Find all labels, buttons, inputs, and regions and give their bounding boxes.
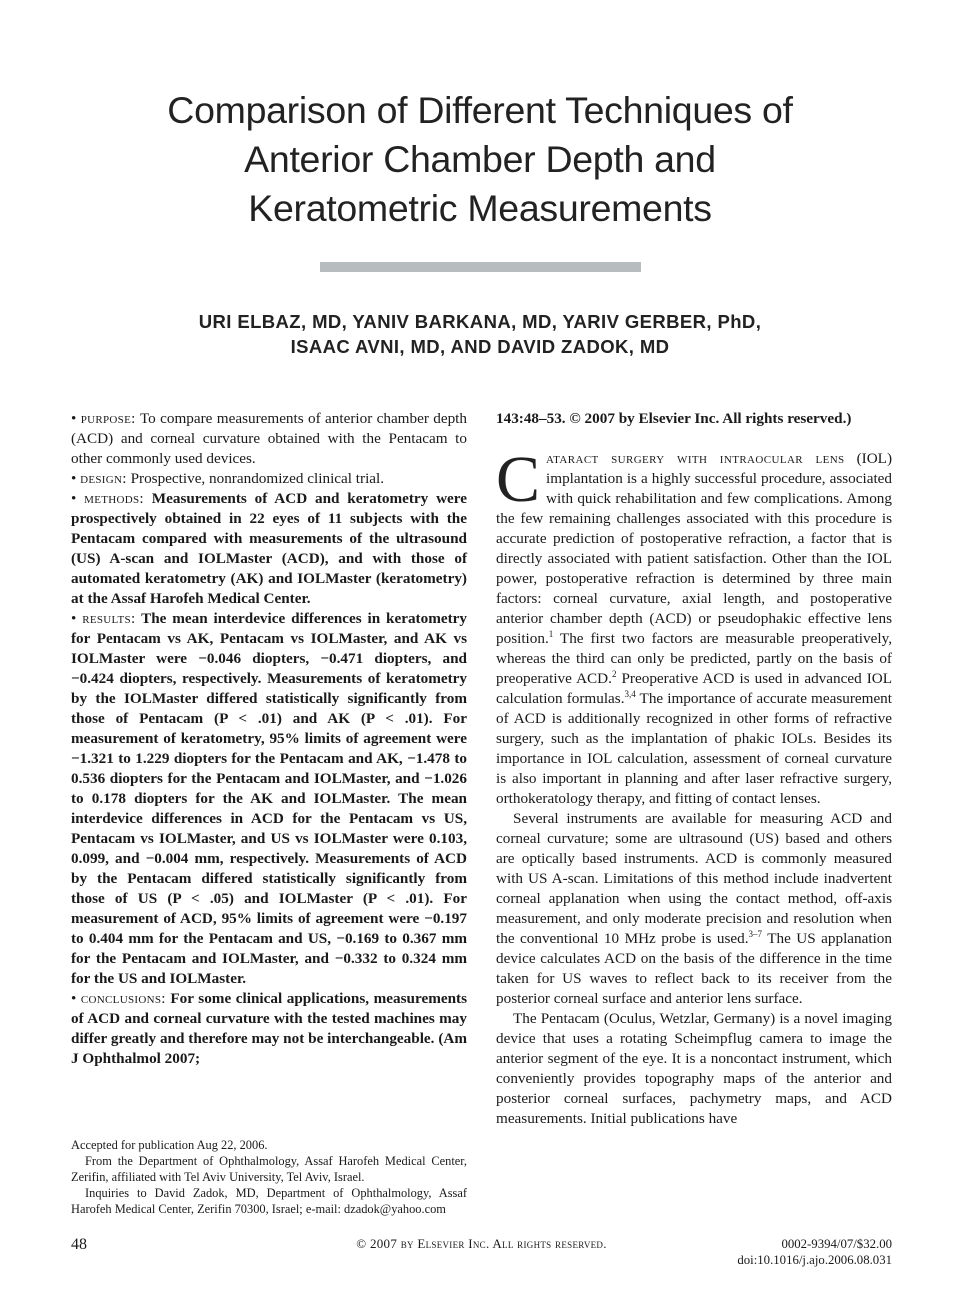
reference-link[interactable]: 2 [611,668,617,679]
conclusions-label: conclusions: [80,990,166,1007]
design-text: Prospective, nonrandomized clinical trial. [130,470,385,487]
results-label: results: [82,610,136,627]
results-text: The mean interdevice differences in keratometry for Pentacam vs AK, Pentacam vs IOLMaster, and AK vs IOLMaster were −0.046 diopters, −0.471 diopters, and −0.424 diopters, respectively. Measurements of keratometry by the IOLMaster differed statistically significantly from those of Pentacam (P < .01) and AK (P < .01). For measurement of keratometry, 95% limits of agreement were −1.321 to 1.229 diopters for the Pentacam and AK, −1.478 to 0.536 diopters for the Pentacam and IOLMaster, and −1.026 to 0.178 diopters for the AK and IOLMaster. The mean interdevice differences in ACD for the Pentacam vs US, Pentacam vs IOLMaster, and US vs IOLMaster were 0.103, 0.099, and −0.004 mm, respectively. Measurements of ACD by the Pentacam differed statistically significantly from those of US (P < .05) and IOLMaster (P < .01). For measurement of ACD, 95% limits of agreement were −0.197 to 0.404 mm for the Pentacam and US, −0.169 to 0.367 mm for the Pentacam and IOLMaster, and −0.332 to 0.324 mm for the US and IOLMaster. [71,610,467,987]
purpose-text: To compare measurements of anterior chamber depth (ACD) and corneal curvature obtained with the Pentacam to other commonly used devices. [71,410,467,467]
title-line: Comparison of Different Techniques of [167,89,793,131]
abstract-conclusions: • conclusions: For some clinical applications, measurements of ACD and corneal curvature with the tested machines may differ greatly and therefore may not be interchangeable. (Am J Ophthalmol 2007; [71,990,468,1067]
body-column [496,409,892,1129]
opening-smallcaps: ataract surgery with intraocular lens [546,450,845,467]
body-paragraph-3: The Pentacam (Oculus, Wetzlar, Germany) is a novel imaging device that uses a rotating Scheimpflug camera to image the anterior segment of the eye. It is a noncontact instrument, which conveniently provides topography maps of the anterior and posterior corneal surfaces, pachymetry maps, and ACD measurements. Initial publications have [496,1010,892,1127]
issn-block [737,1236,892,1268]
page-footer [71,1234,892,1268]
methods-text: Measurements of ACD and keratometry were prospectively obtained in 22 eyes of 11 subjects with the Pentacam compared with measurements of the ultrasound (US) A-scan and IOLMaster (ACD), and with those of automated keratometry (AK) and IOLMaster (keratometry) at the Assaf Harofeh Medical Center. [71,490,468,607]
title-divider [320,262,641,272]
abstract-purpose: • purpose: To compare measurements of anterior chamber depth (ACD) and corneal curvature obtained with the Pentacam to other commonly used devices. [71,410,467,467]
copyright-line: © 2007 by Elsevier Inc. All rights reserved. [356,1236,607,1251]
drop-cap: C [496,443,541,516]
reference-link[interactable]: 3,4 [624,688,636,699]
design-label: design: [80,470,127,487]
body-paragraph-2: Several instruments are available for measuring ACD and corneal curvature; some are ultrasound (US) based and others are optically based instruments. ACD is commonly measured with US A-scan. Limitations of this method include inadvertent corneal applanation when using the contact method, off-axis measurement, and only moderate precision and resolution when the conventional 10 MHz probe is used.$^{3-7}$ The US applanation device calculates ACD on the basis of the difference in the time taken for US waves to reflect back to its receiver from the posterior corneal surface and anterior lens surface. [496,810,892,1007]
inquiries-note: Inquiries to David Zadok, MD, Department of Ophthalmology, Assaf Harofeh Medical Center, Zerifin 70300, Israel; e-mail: dzadok@yahoo.com [71,1186,467,1216]
abstract-methods: • methods: Measurements of ACD and keratometry were prospectively obtained in 22 eyes of 11 subjects with the Pentacam compared with measurements of the ultrasound (US) A-scan and IOLMaster (ACD), and with those of automated keratometry (AK) and IOLMaster (keratometry) at the Assaf Harofeh Medical Center. [71,490,468,607]
methods-label: methods: [84,490,144,507]
author-line: ISAAC AVNI, MD, AND DAVID ZADOK, MD [290,336,670,357]
affiliation-note: From the Department of Ophthalmology, Assaf Harofeh Medical Center, Zerifin, affiliated with Tel Aviv University, Tel Aviv, Israel. [71,1154,467,1184]
accepted-note: Accepted for publication Aug 22, 2006. [71,1138,268,1152]
footnotes [71,1137,467,1217]
body-paragraph-1: Cataract surgery with intraocular lens (IOL) implantation is a highly successful procedure, associated with quick rehabilitation and few complications. Among the few remaining challenges associated with this procedure is accurate prediction of postoperative refraction, a factor that is directly associated with patient satisfaction. Other than the IOL power, postoperative refraction is determined by three main factors: corneal curvature, axial length, and postoperative anterior chamber depth (ACD) or pseudophakic effective lens position.$^1$ The first two factors are measurable preoperatively, whereas the third can only be predicted, partly on the basis of preoperative ACD.$^2$ Preoperative ACD is used in advanced IOL calculation formulas.$^{3,4}$ The importance of accurate measurement of ACD is additionally recognized in other forms of refractive surgery, such as the implantation of phakic IOLs. Besides its importance in IOL calculation, assessment of corneal curvature is also important in planning and after laser refractive surgery, orthokeratology therapy, and fitting of contact lenses. [496,443,893,807]
author-list [60,309,900,359]
reference-link[interactable]: 3–7 [748,928,763,939]
citation-end: 143:48–53. © 2007 by Elsevier Inc. All rights reserved.) [496,410,852,427]
conclusions-text: For some clinical applications, measurements of ACD and corneal curvature with the tested machines may differ greatly and therefore may not be interchangeable. [71,990,468,1047]
abstract-results: • results: The mean interdevice differences in keratometry for Pentacam vs AK, Pentacam vs IOLMaster, and AK vs IOLMaster were −0.046 diopters, −0.471 diopters, and −0.424 diopters, respectively. Measurements of keratometry by the IOLMaster differed statistically significantly from those of Pentacam (P < .01) and AK (P < .01). For measurement of keratometry, 95% limits of agreement were −1.321 to 1.229 diopters for the Pentacam and AK, −1.478 to 0.536 diopters for the Pentacam and IOLMaster, and −1.026 to 0.178 diopters for the AK and IOLMaster. The mean interdevice differences in ACD for the Pentacam vs US, Pentacam vs IOLMaster, and US vs IOLMaster were 0.103, 0.099, and −0.004 mm, respectively. Measurements of ACD by the Pentacam differed statistically significantly from those of US (P < .05) and IOLMaster (P < .01). For measurement of ACD, 95% limits of agreement were −0.197 to 0.404 mm for the Pentacam and US, −0.169 to 0.367 mm for the Pentacam and IOLMaster, and −0.332 to 0.324 mm for the US and IOLMaster. [71,610,467,987]
reference-link[interactable]: 1 [548,628,554,639]
citation-start: (Am J Ophthalmol 2007; [71,1030,468,1067]
title-line: Anterior Chamber Depth and [244,138,716,180]
abstract-design: • design: Prospective, nonrandomized clinical trial. [71,470,385,487]
purpose-label: purpose: [80,410,136,427]
page-number: 48 [71,1236,87,1253]
doi-link[interactable]: doi:10.1016/j.ajo.2006.08.031 [737,1253,892,1267]
article-title [60,86,900,233]
author-line: URI ELBAZ, MD, YANIV BARKANA, MD, YARIV GERBER, PhD, [198,311,762,332]
abstract-column [71,409,467,1069]
title-line: Keratometric Measurements [248,187,712,229]
issn: 0002-9394/07/$32.00 [781,1237,892,1251]
